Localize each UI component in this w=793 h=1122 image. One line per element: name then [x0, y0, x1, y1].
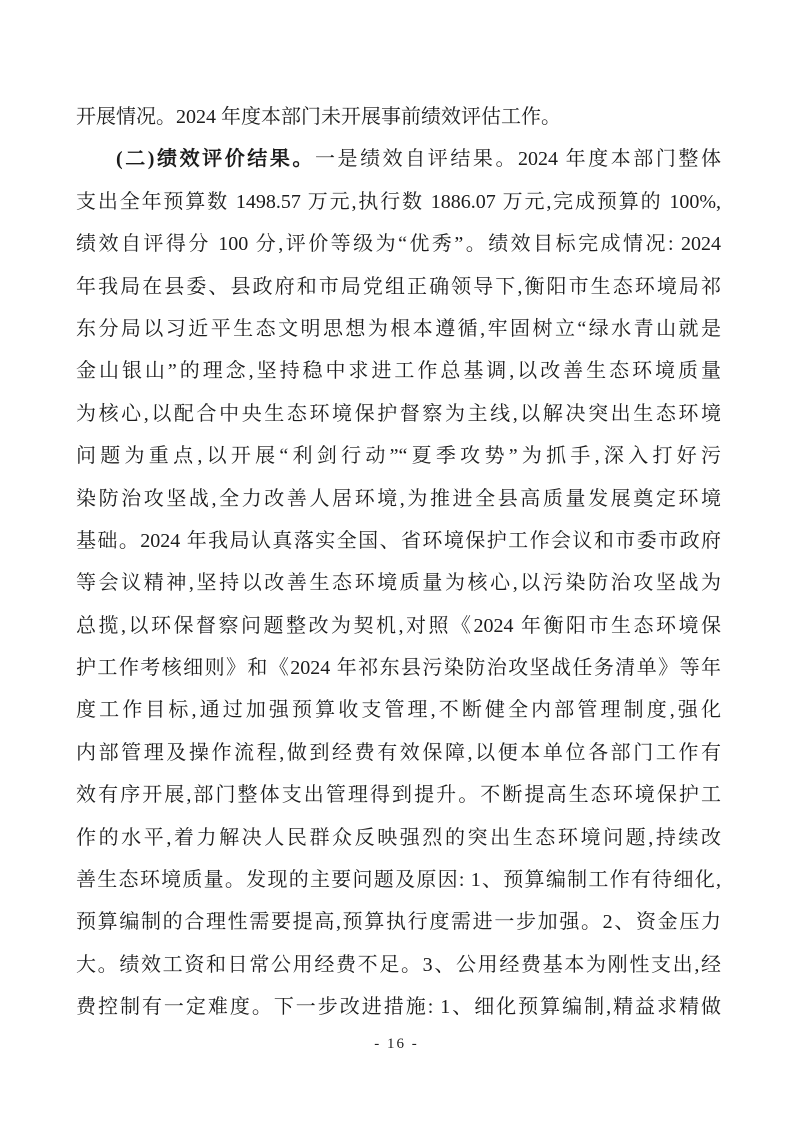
text-line-content: 等会议精神,坚持以改善生态环境质量为核心,以污染防治攻坚战为 — [76, 572, 721, 595]
text-line-content: 染防治攻坚战,全力改善人居环境,为推进全县高质量发展奠定环境 — [76, 487, 721, 510]
text-line — [76, 96, 721, 138]
text-line-content: 护工作考核细则》和《2024 年祁东县污染防治攻坚战任务清单》等年 — [76, 657, 721, 680]
text-line — [76, 689, 721, 731]
text-line — [76, 266, 721, 308]
text-line — [76, 605, 721, 647]
text-line — [76, 435, 721, 477]
text-line-content: 内部管理及操作流程,做到经费有效保障,以便本单位各部门工作有 — [76, 741, 721, 764]
text-line — [76, 181, 721, 223]
text-line-content: 作的水平,着力解决人民群众反映强烈的突出生态环境问题,持续改 — [76, 826, 721, 849]
text-line-content: 预算编制的合理性需要提高,预算执行度需进一步加强。2、资金压力 — [76, 911, 721, 934]
text-line-content: 效有序开展,部门整体支出管理得到提升。不断提高生态环境保护工 — [76, 784, 721, 807]
text-line — [76, 350, 721, 392]
text-line — [76, 774, 721, 816]
text-line-content: 一是绩效自评结果。2024 年度本部门整体 — [314, 148, 721, 171]
text-line-content: 善生态环境质量。发现的主要问题及原因: 1、预算编制工作有待细化, — [76, 869, 721, 892]
text-line — [76, 901, 721, 943]
text-line-content: 年我局在县委、县政府和市局党组正确领导下,衡阳市生态环境局祁 — [76, 275, 721, 298]
text-line-content: 开展情况。2024 年度本部门未开展事前绩效评估工作。 — [76, 106, 561, 128]
text-line — [76, 562, 721, 604]
text-line-content: 大。绩效工资和日常公用经费不足。3、公用经费基本为刚性支出,经 — [76, 953, 721, 976]
text-line — [76, 520, 721, 562]
text-line-content: 绩效自评得分 100 分,评价等级为“优秀”。绩效目标完成情况: 2024 — [76, 233, 721, 256]
text-line-content: 问题为重点,以开展“利剑行动”“夏季攻势”为抓手,深入打好污 — [76, 445, 721, 468]
text-line — [76, 944, 721, 986]
text-line — [76, 859, 721, 901]
text-line — [76, 478, 721, 520]
text-line — [76, 986, 721, 1028]
text-line-content: 度工作目标,通过加强预算收支管理,不断健全内部管理制度,强化 — [76, 699, 721, 722]
text-line-content: 东分局以习近平生态文明思想为根本遵循,牢固树立“绿水青山就是 — [76, 317, 721, 340]
text-line-content: 为核心,以配合中央生态环境保护督察为主线,以解决突出生态环境 — [76, 402, 721, 425]
text-line-content: 金山银山”的理念,坚持稳中求进工作总基调,以改善生态环境质量 — [76, 360, 721, 383]
text-line — [76, 223, 721, 265]
text-line-content: 费控制有一定难度。下一步改进措施: 1、细化预算编制,精益求精做 — [76, 996, 721, 1019]
text-line-content: 总揽,以环保督察问题整改为契机,对照《2024 年衡阳市生态环境保 — [76, 614, 721, 637]
page-number: - 16 - — [374, 1036, 419, 1052]
text-line — [76, 817, 721, 859]
text-line — [76, 732, 721, 774]
text-line — [76, 393, 721, 435]
text-line — [76, 308, 721, 350]
section-heading: (二)绩效评价结果。 — [116, 148, 315, 171]
body-text — [76, 96, 721, 1029]
text-line-content: 基础。2024 年我局认真落实全国、省环境保护工作会议和市委市政府 — [76, 529, 721, 552]
text-line — [76, 138, 721, 180]
text-line-content: 支出全年预算数 1498.57 万元,执行数 1886.07 万元,完成预算的 100%, — [76, 190, 721, 213]
text-line — [76, 647, 721, 689]
